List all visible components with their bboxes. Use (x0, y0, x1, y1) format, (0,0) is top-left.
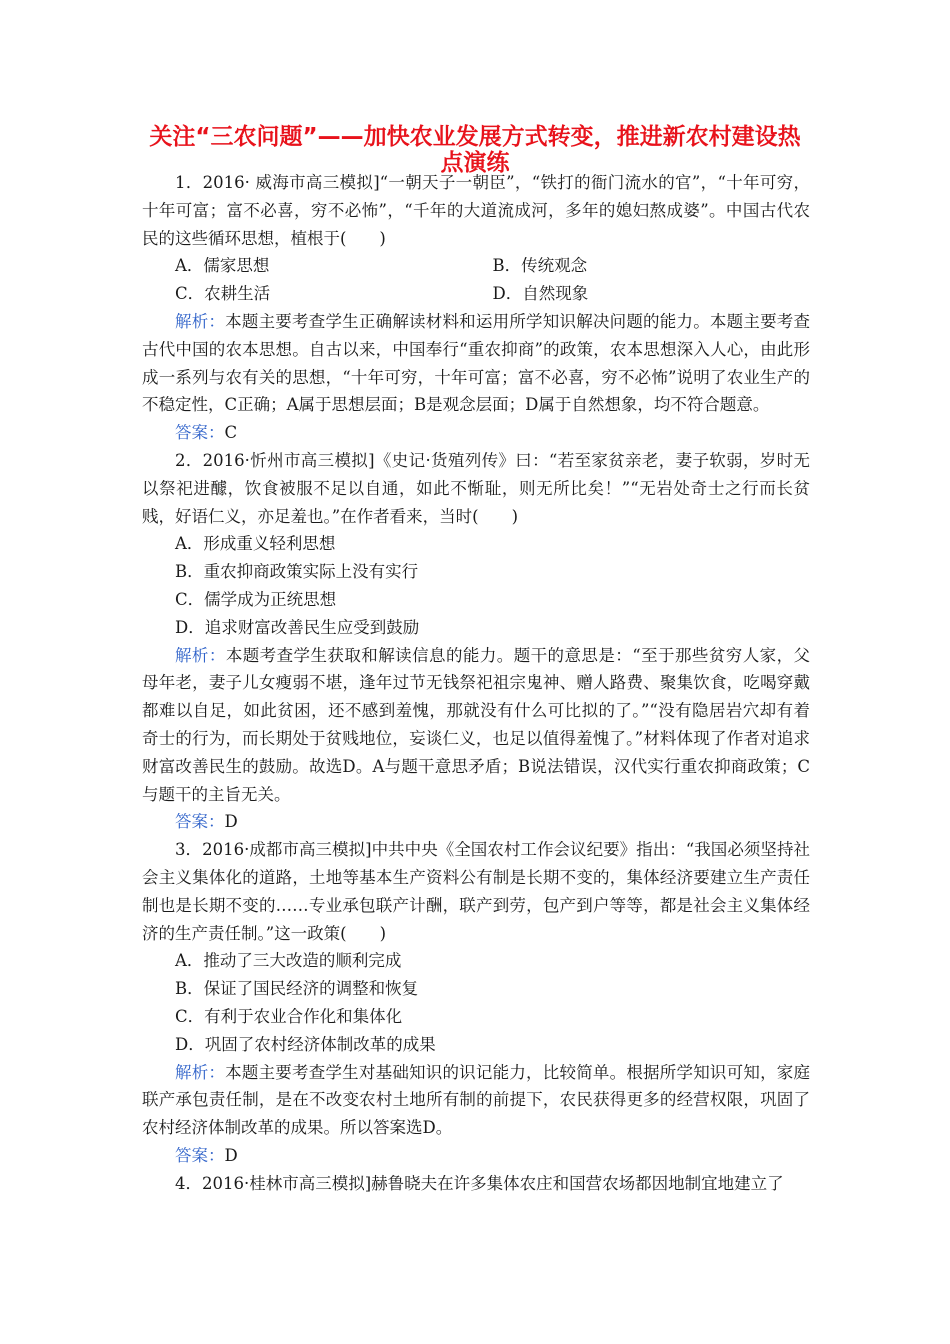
question-2-option-c: C．儒学成为正统思想 (175, 589, 337, 609)
analysis-label: 解析： (175, 311, 226, 331)
answer-label: 答案： (175, 1145, 225, 1165)
question-3-option-c: C．有利于农业合作化和集体化 (175, 1006, 403, 1026)
question-3-option-d: D．巩固了农村经济体制改革的成果 (175, 1034, 436, 1054)
answer-label: 答案： (175, 423, 225, 443)
question-4-stem: 4．2016·桂林市高三模拟]赫鲁晓夫在许多集体农庄和国营农场都因地制宜地建立了 (175, 1173, 784, 1193)
question-1-options-row-2 (142, 280, 810, 308)
answer-label: 答案： (175, 812, 225, 832)
page-title: 关注“三农问题”——加快农业发展方式转变，推进新农村建设热点演练 (149, 124, 801, 176)
document-body (142, 169, 810, 1197)
question-2-stem: 2．2016·忻州市高三模拟]《史记·货殖列传》曰：“若至家贫亲老，妻子软弱，岁时无以祭祀进醵，饮食被服不足以自通，如此不惭耻，则无所比矣！”“无岩处奇士之行而长贫贱，好语仁义，亦足羞也。”在作者看来，当时( ) (142, 450, 810, 526)
answer-value: C (224, 423, 238, 443)
question-1-option-a: A．儒家思想 (175, 256, 270, 276)
answer-value: D (224, 1145, 238, 1165)
question-3-stem: 3．2016·成都市高三模拟]中共中央《全国农村工作会议纪要》指出：“我国必须坚持社会主义集体化的道路，土地等基本生产资料公有制是长期不变的，集体经济要建立生产责任制也是长期不变的……专业承包联产计酬，联产到劳，包产到户等等，都是社会主义集体经济的生产责任制。”这一政策( ) (142, 840, 810, 943)
question-1-option-d: D．自然现象 (492, 284, 589, 304)
question-3-option-a: A．推动了三大改造的顺利完成 (175, 951, 402, 971)
question-1-options-row-1 (142, 252, 810, 280)
question-1-stem: 1．2016· 威海市高三模拟]“一朝天子一朝臣”，“铁打的衙门流水的官”，“十年可穷，十年可富；富不必喜，穷不必怖”，“千年的大道流成河，多年的媳妇熬成婆”。中国古代农民的这些循环思想，植根于( ) (142, 173, 810, 248)
analysis-label: 解析： (175, 1062, 226, 1082)
analysis-label: 解析： (175, 645, 226, 665)
analysis-text: 本题主要考查学生对基础知识的识记能力，比较简单。根据所学知识可知，家庭联产承包责任制，是在不改变农村土地所有制的前提下，农民获得更多的经营权限，巩固了农村经济体制改革的成果。所以答案选D。 (142, 1062, 811, 1138)
question-2-option-b: B．重农抑商政策实际上没有实行 (175, 562, 419, 582)
question-3-answer (142, 1142, 810, 1170)
question-2-option-a: A．形成重义轻利思想 (175, 534, 336, 554)
question-1-option-c: C．农耕生活 (175, 284, 271, 304)
question-1-option-b: B．传统观念 (492, 256, 588, 276)
question-2-analysis (142, 642, 810, 809)
analysis-text: 本题考查学生获取和解读信息的能力。题干的意思是：“至于那些贫穷人家，父母年老，妻子儿女瘦弱不堪，逢年过节无钱祭祀祖宗鬼神、赠人路费、聚集饮食，吃喝穿戴都难以自足，如此贫困，还不感到羞愧，那就没有什么可比拟的了。”“没有隐居岩穴却有着奇士的行为，而长期处于贫贱地位，妄谈仁义，也足以值得羞愧了。”材料体现了作者对追求财富改善民生的鼓励。故选D。A与题干意思矛盾；B说法错误，汉代实行重农抑商政策；C与题干的主旨无关。 (142, 645, 811, 804)
question-3-option-b: B．保证了国民经济的调整和恢复 (175, 979, 419, 999)
question-1-analysis (142, 308, 810, 419)
question-1-answer (142, 419, 810, 447)
answer-value: D (224, 812, 238, 832)
question-2-answer (142, 808, 810, 836)
analysis-text: 本题主要考查学生正确解读材料和运用所学知识解决问题的能力。本题主要考查古代中国的农本思想。自古以来，中国奉行“重农抑商”的政策，农本思想深入人心，由此形成一系列与农有关的思想，“十年可穷，十年可富；富不必喜，穷不必怖”说明了农业生产的不稳定性，C正确；A属于思想层面；B是观念层面；D属于自然想象，均不符合题意。 (142, 311, 811, 415)
question-2-option-d: D．追求财富改善民生应受到鼓励 (175, 617, 420, 637)
question-3-analysis (142, 1059, 810, 1142)
